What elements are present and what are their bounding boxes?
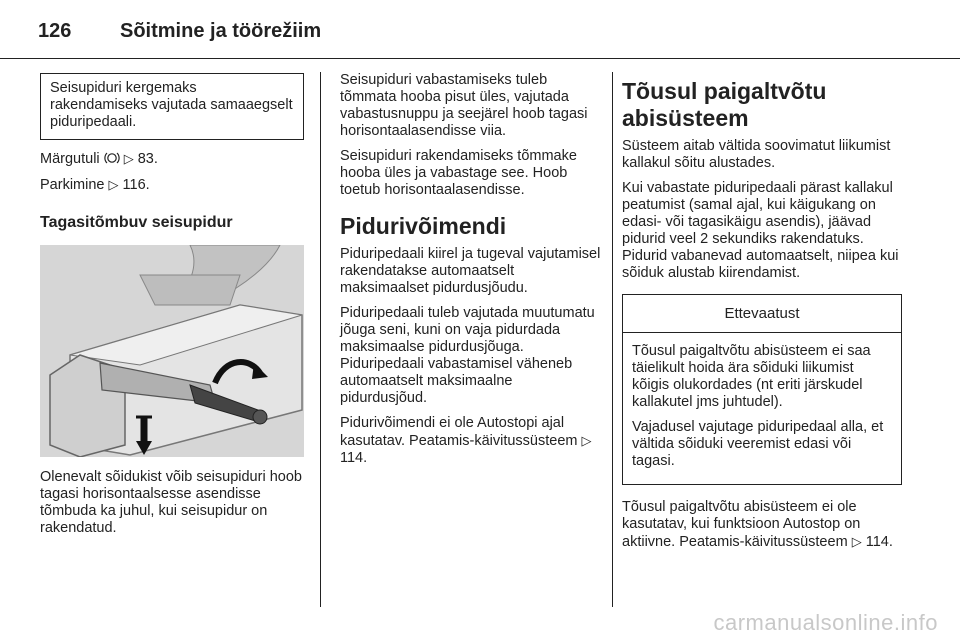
column-left — [40, 72, 304, 545]
paragraph-hsa-autostop[interactable]: Tõusul paigaltvõtu abisüsteem ei ole kasutatav, kui funktsioon Autostop on aktiivne. Peatamis-käivitussüsteem ▷ 114. — [622, 499, 893, 550]
paragraph-booster-autostop[interactable]: Pidurivõimendi ei ole Autostopi ajal kasutatav. Peatamis-käivitussüsteem ▷ 114. — [340, 415, 592, 466]
page-ref-arrow-icon: ▷ — [108, 177, 119, 192]
column-divider — [320, 72, 321, 607]
reference-indicator-light[interactable]: Märgutuli ▷ 83. — [40, 151, 158, 167]
page-ref-arrow-icon: ▷ — [851, 534, 862, 549]
caution-text-1: Tõusul paigaltvõtu abisüsteem ei saa täielikult hoida ära sõiduki liikumist kõigis olukordades (nt eriti järskudel kallakutel jms juhtudel). — [632, 343, 871, 410]
page-number: 126 — [38, 20, 72, 42]
caution-text-2: Vajadusel vajutage piduripedaal alla, et vältida sõiduki veeremist edasi või tagasi. — [632, 419, 884, 469]
column-divider — [612, 72, 613, 607]
caution-box — [622, 294, 902, 485]
parking-brake-illustration — [40, 245, 304, 457]
header-rule — [0, 58, 960, 59]
chapter-title: Sõitmine ja töörežiim — [120, 20, 322, 42]
reference-parking[interactable]: Parkimine ▷ 116. — [40, 177, 150, 193]
paragraph-release: Seisupiduri vabastamiseks tuleb tõmmata hooba pisut üles, vajutada vabastusnuppu ja seejärel hoob tagasi horisontaalasendisse viia. — [340, 72, 588, 139]
page-header — [0, 0, 960, 62]
section-heading-hill-start-assist: Tõusul paigaltvõtu abisüsteem — [622, 78, 827, 131]
paragraph-apply: Seisupiduri rakendamiseks tõmmake hooba üles ja vabastage see. Hoob toetub horisontaalasendisse. — [340, 148, 577, 198]
paragraph-hsa-1: Süsteem aitab vältida soovimatut liikumist kallakul sõitu alustades. — [622, 138, 891, 171]
caution-title: Ettevaatust — [623, 295, 901, 333]
page-ref-arrow-icon: ▷ — [123, 151, 134, 166]
note-text: Seisupiduri kergemaks rakendamiseks vajutada samaaegselt piduripedaali. — [50, 80, 293, 130]
brake-warning-icon — [104, 151, 120, 165]
paragraph-booster-1: Piduripedaali kiirel ja tugeval vajutamisel rakendatakse automaatselt maksimaalset pidurdusjõudu. — [340, 246, 601, 296]
section-heading-brake-booster: Pidurivõimendi — [340, 213, 507, 239]
watermark: carmanualsonline.info — [713, 610, 938, 635]
note-box — [40, 73, 304, 140]
paragraph-booster-2: Piduripedaali tuleb vajutada muutumatu jõuga seni, kuni on vaja pidurdada maksimaalse pidurdusjõuga. Piduripedaali vabastamisel väheneb automaatselt maksimaalne pidurdusjõud. — [340, 305, 595, 406]
page-ref-arrow-icon: ▷ — [581, 433, 592, 448]
section-heading-retracting-parking-brake: Tagasitõmbuv seisupidur — [40, 214, 233, 231]
figure-caption: Olenevalt sõidukist võib seisupiduri hoob tagasi horisontaalsesse asendisse tõmbuda ka juhul, kui seisupidur on rakendatud. — [40, 469, 302, 536]
paragraph-hsa-2: Kui vabastate piduripedaali pärast kallakul peatumist (samal ajal, kui käigukang on edasi- või tagasikäigu asendis), jäävad pidurid veel 2 sekundiks rakendatuks. Pidurid vabanevad automaatselt, niipea kui sõiduk alustab kiirendamist. — [622, 180, 899, 281]
column-middle — [340, 72, 602, 475]
column-right — [622, 72, 902, 559]
